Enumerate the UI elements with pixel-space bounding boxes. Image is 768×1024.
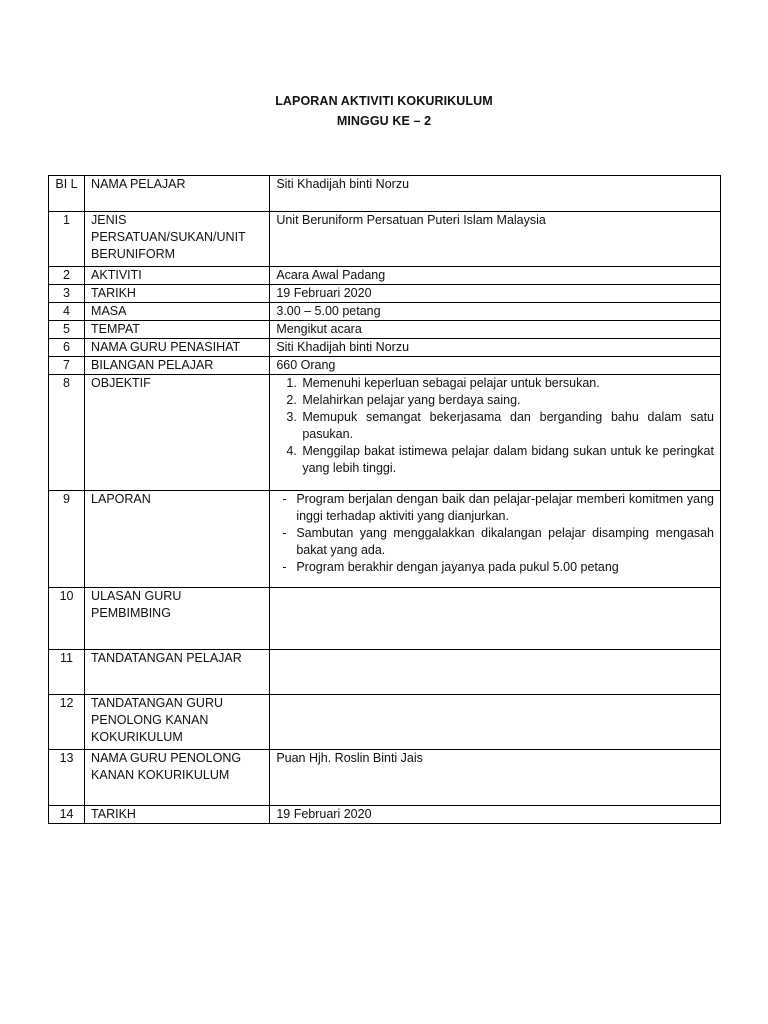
row-label: JENIS PERSATUAN/SUKAN/UNIT BERUNIFORM (85, 212, 270, 267)
row-label: TARIKH (85, 806, 270, 824)
row-value: Mengikut acara (270, 321, 721, 339)
table-row (49, 588, 721, 650)
row-label: LAPORAN (85, 491, 270, 588)
row-value: 3.00 – 5.00 petang (270, 303, 721, 321)
row-number: 9 (49, 491, 85, 588)
table-row (49, 750, 721, 806)
list-item: - Program berjalan dengan baik dan pelajar-pelajar memberi komitmen yang inggi terhadap aktiviti yang dianjurkan. (296, 491, 714, 525)
table-row (49, 375, 721, 491)
row-label: BILANGAN PELAJAR (85, 357, 270, 375)
row-number: 3 (49, 285, 85, 303)
row-value: 660 Orang (270, 357, 721, 375)
row-number: 12 (49, 695, 85, 750)
list-item: - Sambutan yang menggalakkan dikalangan pelajar disamping mengasah bakat yang ada. (296, 525, 714, 559)
row-value (270, 650, 721, 695)
row-number: 4 (49, 303, 85, 321)
table-row (49, 357, 721, 375)
row-number: BI L (49, 176, 85, 212)
row-value (270, 588, 721, 650)
row-value: 19 Februari 2020 (270, 806, 721, 824)
row-value: Siti Khadijah binti Norzu (270, 339, 721, 357)
row-value: Unit Beruniform Persatuan Puteri Islam Malaysia (270, 212, 721, 267)
table-row (49, 650, 721, 695)
row-number: 5 (49, 321, 85, 339)
row-number: 1 (49, 212, 85, 267)
row-value: Acara Awal Padang (270, 267, 721, 285)
row-number: 2 (49, 267, 85, 285)
row-label: TARIKH (85, 285, 270, 303)
row-value: 19 Februari 2020 (270, 285, 721, 303)
row-label: NAMA GURU PENASIHAT (85, 339, 270, 357)
report-table (48, 175, 721, 824)
row-label: TANDATANGAN GURU PENOLONG KANAN KOKURIKULUM (85, 695, 270, 750)
row-value: Puan Hjh. Roslin Binti Jais (270, 750, 721, 806)
row-number: 6 (49, 339, 85, 357)
objectives-list (276, 375, 714, 477)
row-label: NAMA PELAJAR (85, 176, 270, 212)
report-title: LAPORAN AKTIVITI KOKURIKULUM (275, 94, 493, 108)
row-number: 7 (49, 357, 85, 375)
table-row (49, 695, 721, 750)
list-item: 3. Memupuk semangat bekerjasama dan berganding bahu dalam satu pasukan. (300, 409, 714, 443)
row-value (270, 695, 721, 750)
row-number: 8 (49, 375, 85, 491)
row-number: 13 (49, 750, 85, 806)
row-number: 10 (49, 588, 85, 650)
table-row (49, 212, 721, 267)
week-subtitle: MINGGU KE – 2 (336, 114, 432, 128)
objectives-cell (270, 375, 721, 491)
row-label: TANDATANGAN PELAJAR (85, 650, 270, 695)
table-row (49, 303, 721, 321)
table-row (49, 491, 721, 588)
table-row (49, 176, 721, 212)
row-label: OBJEKTIF (85, 375, 270, 491)
list-item: - Program berakhir dengan jayanya pada pukul 5.00 petang (296, 559, 714, 576)
list-item: 1. Memenuhi keperluan sebagai pelajar untuk bersukan. (300, 375, 714, 392)
row-label: AKTIVITI (85, 267, 270, 285)
row-value: Siti Khadijah binti Norzu (270, 176, 721, 212)
row-number: 14 (49, 806, 85, 824)
list-item: 4. Menggilap bakat istimewa pelajar dalam bidang sukan untuk ke peringkat yang lebih tinggi. (300, 443, 714, 477)
table-row (49, 285, 721, 303)
row-label: NAMA GURU PENOLONG KANAN KOKURIKULUM (85, 750, 270, 806)
table-row (49, 339, 721, 357)
table-row (49, 806, 721, 824)
row-label: TEMPAT (85, 321, 270, 339)
list-item: 2. Melahirkan pelajar yang berdaya saing. (300, 392, 714, 409)
report-list (276, 491, 714, 576)
report-cell (270, 491, 721, 588)
row-number: 11 (49, 650, 85, 695)
row-label: ULASAN GURU PEMBIMBING (85, 588, 270, 650)
table-row (49, 321, 721, 339)
table-row (49, 267, 721, 285)
row-label: MASA (85, 303, 270, 321)
